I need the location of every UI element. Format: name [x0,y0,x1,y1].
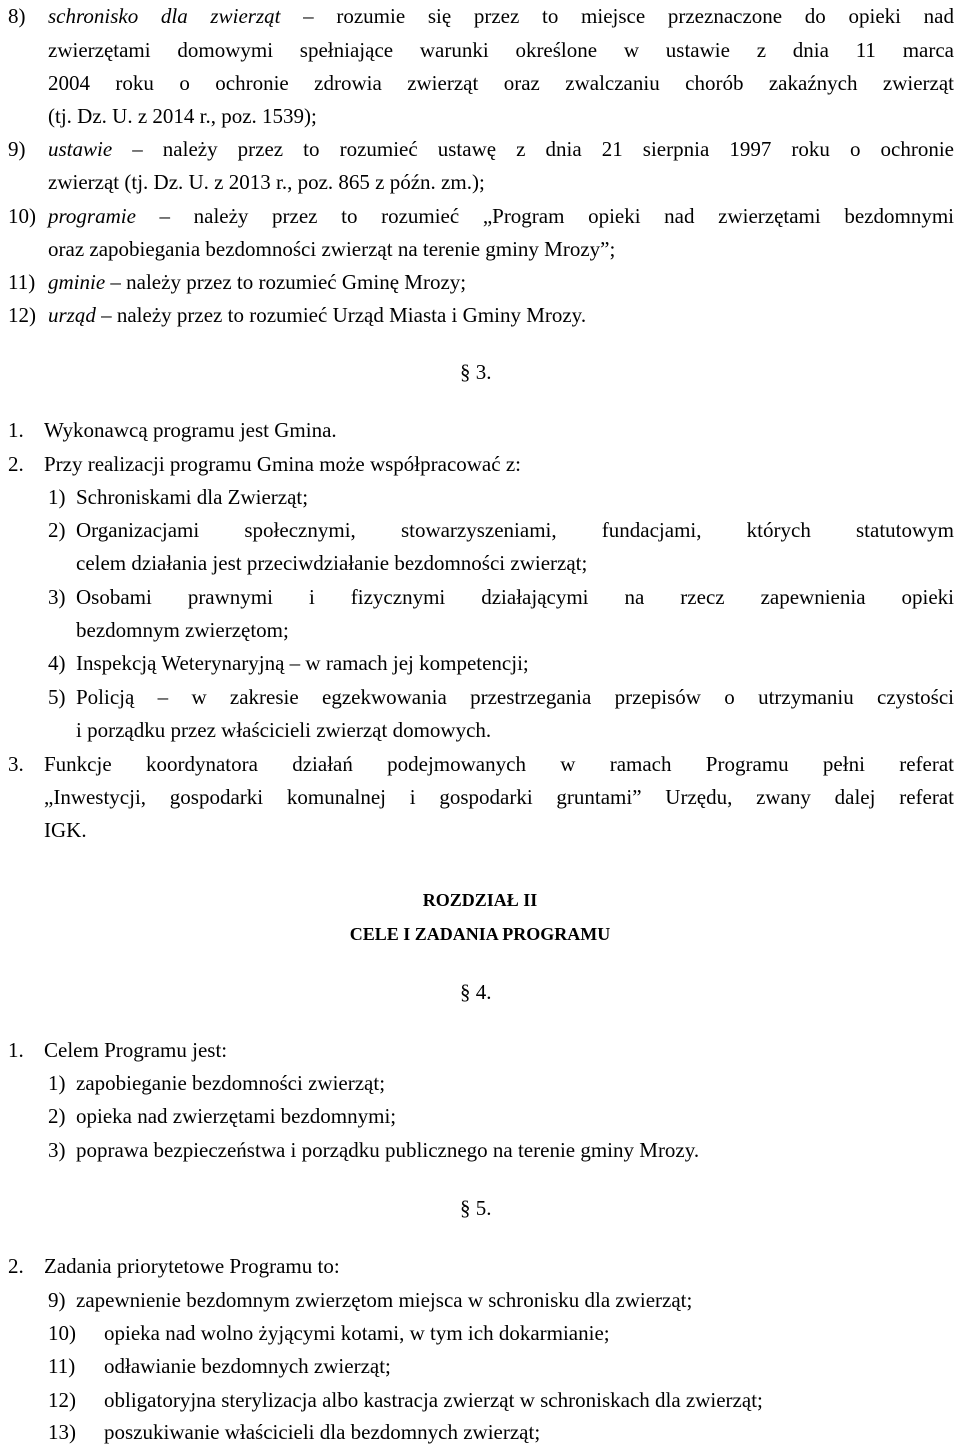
paragraph-text: Zadania priorytetowe Programu to: [44,1254,340,1278]
definition-line: schronisko dla zwierząt – rozumie się przez to miejsce przeznaczone do opieki nad [48,4,955,28]
definition-number: 12) [8,303,36,327]
definition-number: 8) [8,4,26,28]
list-item: poszukiwanie właścicieli dla bezdomnych zwierząt; [104,1420,541,1444]
list-item-number: 12) [48,1388,76,1412]
list-item: Organizacjami społecznymi, stowarzyszeniami, fundacjami, których statutowym [76,518,954,542]
definition-term: urząd [48,303,96,327]
list-item: obligatoryjna sterylizacja albo kastracja zwierząt w schroniskach dla zwierząt; [104,1388,763,1412]
list-item-number: 1) [48,485,66,509]
list-item-number: 2) [48,1104,66,1128]
paragraph-text: IGK. [44,818,87,842]
list-item-number: 5) [48,685,66,709]
definition-line: urząd – należy przez to rozumieć Urząd Miasta i Gminy Mrozy. [48,303,587,327]
paragraph-number: 1. [8,1038,24,1062]
list-item: Osobami prawnymi i fizycznymi działającymi na rzecz zapewnienia opieki [76,585,954,609]
list-item-continuation: bezdomnym zwierzętom; [76,618,289,642]
list-item: Inspekcją Weterynaryjną – w ramach jej kompetencji; [76,651,529,675]
list-item-continuation: i porządku przez właścicieli zwierząt domowych. [76,718,492,742]
definition-line: zwierząt (tj. Dz. U. z 2013 r., poz. 865 z późn. zm.); [48,170,485,194]
definition-line: ustawie – należy przez to rozumieć ustawę z dnia 21 sierpnia 1997 roku o ochronie [48,137,954,161]
list-item-number: 4) [48,651,66,675]
list-item-number: 3) [48,1138,66,1162]
paragraph-number: 1. [8,418,24,442]
list-item-number: 2) [48,518,66,542]
section-5-heading: § 5. [460,1196,492,1220]
list-item-number: 11) [48,1354,76,1378]
paragraph-text: Celem Programu jest: [44,1038,228,1062]
definition-line: programie – należy przez to rozumieć „Program opieki nad zwierzętami bezdomnymi [48,204,954,228]
definition-line: oraz zapobiegania bezdomności zwierząt na terenie gminy Mrozy”; [48,237,616,261]
definition-line: 2004 roku o ochronie zdrowia zwierząt oraz zwalczaniu chorób zakaźnych zwierząt [48,71,954,95]
list-item-number: 10) [48,1321,76,1345]
list-item: poprawa bezpieczeństwa i porządku publicznego na terenie gminy Mrozy. [76,1138,700,1162]
definition-term: gminie [48,270,106,294]
definition-term: ustawie [48,137,113,161]
list-item: zapobieganie bezdomności zwierząt; [76,1071,386,1095]
definition-line: gminie – należy przez to rozumieć Gminę Mrozy; [48,270,467,294]
list-item-continuation: celem działania jest przeciwdziałanie bezdomności zwierząt; [76,551,588,575]
list-item: opieka nad zwierzętami bezdomnymi; [76,1104,397,1128]
chapter-subtitle: CELE I ZADANIA PROGRAMU [349,924,611,944]
definition-term: programie [48,204,136,228]
list-item: odławianie bezdomnych zwierząt; [104,1354,391,1378]
list-item: opieka nad wolno żyjącymi kotami, w tym ich dokarmianie; [104,1321,610,1345]
definition-term: schronisko dla zwierząt [48,4,281,28]
list-item: zapewnienie bezdomnym zwierzętom miejsca w schronisku dla zwierząt; [76,1288,693,1312]
definition-line: zwierzętami domowymi spełniające warunki określone w ustawie z dnia 11 marca [48,38,954,62]
paragraph-number: 2. [8,1254,24,1278]
definition-number: 11) [8,270,36,294]
section-4-heading: § 4. [460,980,492,1004]
list-item: Policją – w zakresie egzekwowania przestrzegania przepisów o utrzymaniu czystości [76,685,954,709]
definition-line: (tj. Dz. U. z 2014 r., poz. 1539); [48,104,317,128]
list-item: Schroniskami dla Zwierząt; [76,485,309,509]
section-3-heading: § 3. [460,360,492,384]
definition-number: 10) [8,204,36,228]
paragraph-number: 3. [8,752,24,776]
list-item-number: 1) [48,1071,66,1095]
paragraph-text: Przy realizacji programu Gmina może współpracować z: [44,452,521,476]
definition-number: 9) [8,137,26,161]
list-item-number: 3) [48,585,66,609]
paragraph-number: 2. [8,452,24,476]
chapter-title: ROZDZIAŁ II [422,890,538,910]
paragraph-text: Funkcje koordynatora działań podejmowanych w ramach Programu pełni referat [44,752,954,776]
list-item-number: 13) [48,1420,76,1444]
paragraph-text: „Inwestycji, gospodarki komunalnej i gospodarki gruntami” Urzędu, zwany dalej referat [44,785,954,809]
paragraph-text: Wykonawcą programu jest Gmina. [44,418,337,442]
list-item-number: 9) [48,1288,66,1312]
